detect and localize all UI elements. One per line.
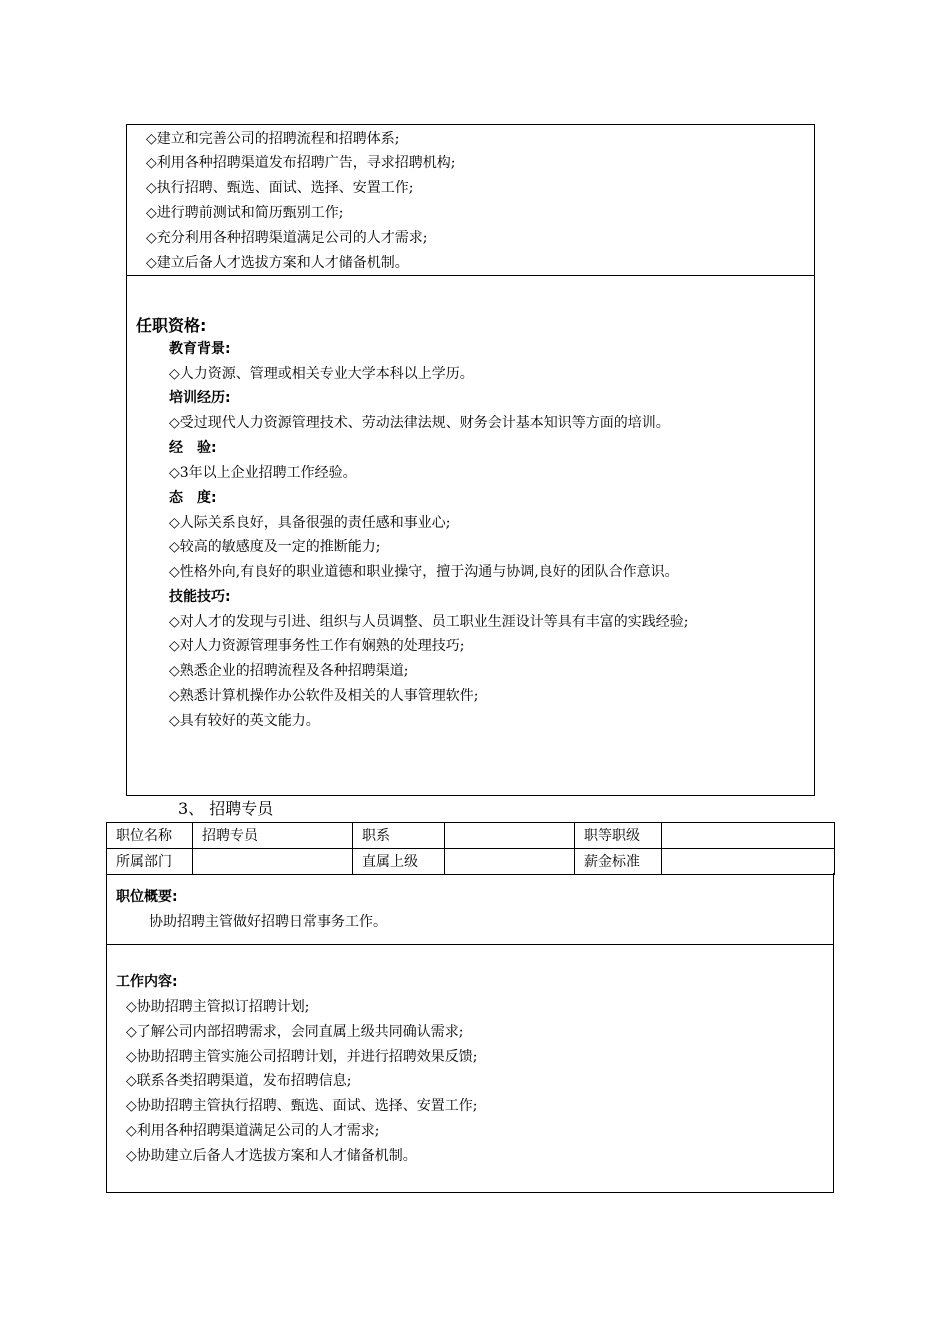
skills-label: 技能技巧: xyxy=(169,589,231,605)
table-cell: 薪金标准 xyxy=(575,849,662,875)
table-cell: 招聘专员 xyxy=(193,823,353,849)
summary-text: 协助招聘主管做好招聘日常事务工作。 xyxy=(149,914,387,930)
divider xyxy=(107,944,833,945)
attitude-item: ◇人际关系良好，具备很强的责任感和事业心; xyxy=(169,515,451,531)
table-cell: 职系 xyxy=(353,823,445,849)
previous-position-box xyxy=(126,124,815,796)
summary-label: 职位概要: xyxy=(116,889,178,905)
education-label: 教育背景: xyxy=(169,341,231,357)
duties-label: 工作内容: xyxy=(116,974,178,990)
table-cell xyxy=(193,849,353,875)
training-label: 培训经历: xyxy=(169,390,231,406)
divider xyxy=(127,275,814,276)
position-detail-box xyxy=(106,873,834,1193)
section-title: 3、 招聘专员 xyxy=(178,799,274,818)
qualifications-heading: 任职资格: xyxy=(136,316,207,335)
training-item: ◇受过现代人力资源管理技术、劳动法律法规、财务会计基本知识等方面的培训。 xyxy=(169,415,670,431)
experience-item: ◇3年以上企业招聘工作经验。 xyxy=(169,465,357,481)
duty-item: ◇利用各种招聘渠道发布招聘广告，寻求招聘机构; xyxy=(146,155,456,171)
skills-item: ◇熟悉企业的招聘流程及各种招聘渠道; xyxy=(169,663,409,679)
skills-item: ◇对人才的发现与引进、组织与人员调整、员工职业生涯设计等具有丰富的实践经验; xyxy=(169,614,689,630)
duty-item: ◇协助建立后备人才选拔方案和人才储备机制。 xyxy=(126,1148,417,1164)
table-cell xyxy=(662,849,835,875)
table-cell: 直属上级 xyxy=(353,849,445,875)
table-cell: 所属部门 xyxy=(107,849,193,875)
duty-item: ◇联系各类招聘渠道，发布招聘信息; xyxy=(126,1073,352,1089)
experience-label: 经 验: xyxy=(169,440,217,456)
skills-item: ◇熟悉计算机操作办公软件及相关的人事管理软件; xyxy=(169,688,479,704)
education-item: ◇人力资源、管理或相关专业大学本科以上学历。 xyxy=(169,366,474,382)
table-row xyxy=(107,849,835,875)
attitude-label: 态 度: xyxy=(169,490,217,506)
duty-item: ◇建立后备人才选拔方案和人才储备机制。 xyxy=(146,255,409,271)
duty-item: ◇充分利用各种招聘渠道满足公司的人才需求; xyxy=(146,230,428,246)
duty-item: ◇协助招聘主管执行招聘、甄选、面试、选择、安置工作; xyxy=(126,1098,478,1114)
duty-item: ◇进行聘前测试和简历甄别工作; xyxy=(146,205,344,221)
duty-item: ◇了解公司内部招聘需求，会同直属上级共同确认需求; xyxy=(126,1024,464,1040)
duty-item: ◇建立和完善公司的招聘流程和招聘体系; xyxy=(146,131,400,147)
table-cell xyxy=(445,849,575,875)
table-cell: 职位名称 xyxy=(107,823,193,849)
skills-item: ◇具有较好的英文能力。 xyxy=(169,713,320,729)
duty-item: ◇利用各种招聘渠道满足公司的人才需求; xyxy=(126,1123,380,1139)
table-cell xyxy=(445,823,575,849)
table-cell: 职等职级 xyxy=(575,823,662,849)
attitude-item: ◇性格外向,有良好的职业道德和职业操守，擅于沟通与协调,良好的团队合作意识。 xyxy=(169,564,679,580)
attitude-item: ◇较高的敏感度及一定的推断能力; xyxy=(169,539,381,555)
duty-item: ◇协助招聘主管拟订招聘计划; xyxy=(126,999,310,1015)
table-cell xyxy=(662,823,835,849)
duty-item: ◇执行招聘、甄选、面试、选择、安置工作; xyxy=(146,180,414,196)
position-info-table xyxy=(106,822,835,875)
table-row xyxy=(107,823,835,849)
duty-item: ◇协助招聘主管实施公司招聘计划，并进行招聘效果反馈; xyxy=(126,1049,478,1065)
skills-item: ◇对人力资源管理事务性工作有娴熟的处理技巧; xyxy=(169,638,465,654)
